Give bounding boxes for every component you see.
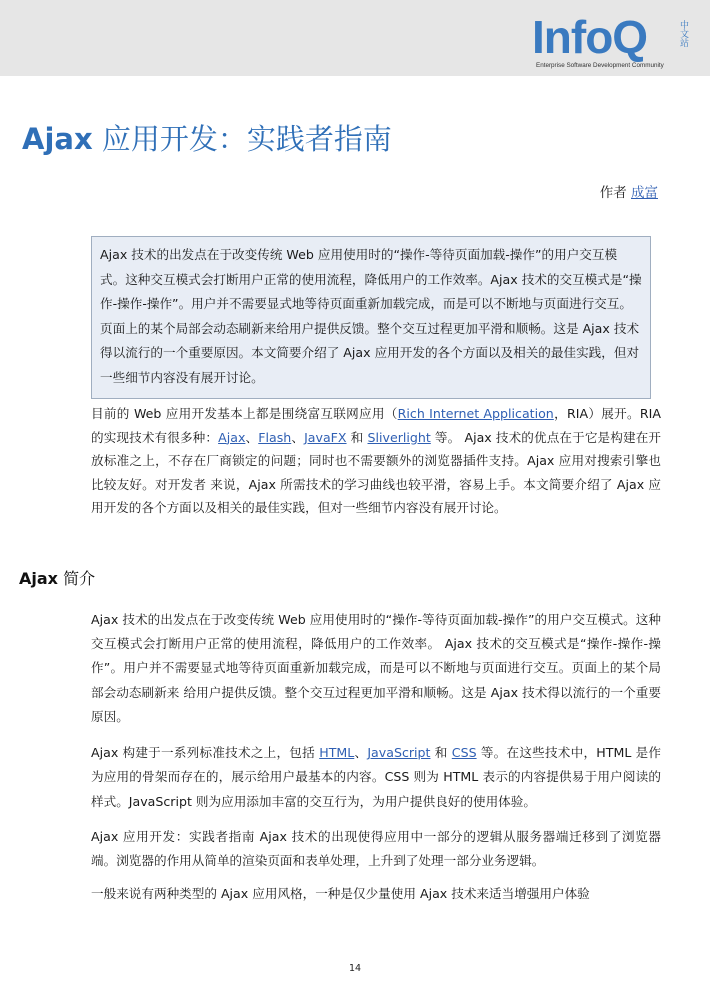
p3-sep: 、 [354, 745, 368, 760]
logo-wordmark: InfoQ [532, 11, 648, 63]
logo-superscript: 中文站 [679, 20, 689, 47]
ria-link[interactable]: Rich Internet Application [397, 406, 554, 421]
body-paragraph-1: Ajax 技术的出发点在于改变传统 Web 应用使用时的“操作-等待页面加载-操作”的用户交互模式。这种交互模式会打断用户正常的使用流程，降低用户的工作效率。 Ajax 技术的交互模式是“操作-操作-操作”。用户并不需要显式地等待页面重新加载完成，而是可以不断地与页面进行交互。页面上的某个局部会动态刷新来 给用户提供反馈。整个交互过程更加平滑和顺畅。这是 Ajax 技术得以流行的一个重要原因。 [91, 612, 661, 724]
html-link[interactable]: HTML [319, 745, 355, 760]
intro-and: 和 [346, 429, 368, 445]
section-heading-rest: 简介 [57, 569, 96, 588]
javafx-link[interactable]: JavaFX [304, 429, 347, 445]
silverlight-link[interactable]: Sliverlight [367, 429, 431, 445]
author-line [600, 181, 658, 201]
flash-link[interactable]: Flash [258, 429, 292, 445]
article-title [22, 117, 392, 158]
intro-text-1: 目前的 Web 应用开发基本上都是围绕富互联网应用（ [91, 406, 398, 421]
intro-text-3: 等。 Ajax 技术的优点在于它是构建在开放标准之上，不存在厂商锁定的问题；同时也不需要额外的浏览器插件支持。Ajax 应用对搜索引擎也比较友好。对开发者 来说，Ajax 所需技术的学习曲线也较平滑，容易上手。本文简要介绍了 Ajax 应用开发的各个方面以及相关的最佳实践，但对一些细节内容没有展开讨论。 [91, 429, 661, 516]
infoq-logo [532, 12, 702, 76]
intro-sep-1: 、 [245, 429, 259, 445]
section-heading [19, 566, 95, 589]
intro-paragraph [91, 402, 661, 520]
body-paragraph-4: 一般来说有两种类型的 Ajax 应用风格，一种是仅少量使用 Ajax 技术来适当增强用户体验 [91, 886, 590, 901]
logo-tagline: Enterprise Software Development Community [536, 62, 664, 69]
p3-text-b: 等。在这些技术中，HTML 是作为应用的骨架而存在的，展示给用户最基本的内容。CSS 则为 HTML 表示的内容提供易于用户阅读的样式。JavaScript 则为应用添加丰富的交互行为，为用户提供良好的使用体验。 [91, 745, 662, 809]
intro-sep-2: 、 [291, 429, 305, 445]
abstract-box: Ajax 技术的出发点在于改变传统 Web 应用使用时的“操作-等待页面加载-操作”的用户交互模式。这种交互模式会打断用户正常的使用流程，降低用户的工作效率。Ajax 技术的交互模式是“操作-操作-操作”。用户并不需要显式地等待页面重新加载完成，而是可以不断地与页面进行交互。页面上的某个局部会动态刷新来给用户提供反馈。整个交互过程更加平滑和顺畅。这是 Ajax 技术得以流行的一个重要原因。本文简要介绍了 Ajax 应用开发的各个方面以及相关的最佳实践，但对一些细节内容没有展开讨论。 [91, 236, 651, 399]
author-label: 作者 [599, 185, 631, 201]
article-title-rest: 应用开发：实践者指南 [92, 122, 392, 156]
body-paragraph-3: Ajax 应用开发：实践者指南 Ajax 技术的出现使得应用中一部分的逻辑从服务器端迁移到了浏览器端。浏览器的作用从简单的渲染页面和表单处理，上升到了处理一部分业务逻辑。 [91, 829, 661, 869]
ajax-link[interactable]: Ajax [218, 429, 246, 445]
page-header [0, 0, 710, 76]
section-heading-bold: Ajax [19, 569, 58, 588]
author-link[interactable]: 成富 [631, 185, 658, 201]
p3-text-a: Ajax 构建于一系列标准技术之上，包括 [91, 745, 320, 760]
article-title-bold: Ajax [22, 122, 93, 156]
p3-and: 和 [430, 745, 452, 760]
javascript-link[interactable]: JavaScript [367, 745, 431, 760]
css-link[interactable]: CSS [451, 745, 477, 760]
intro-text-2: ，RIA）展开。RIA 的实现技术有很多种： [91, 406, 661, 445]
page-number: 14 [348, 963, 362, 974]
body-paragraph-2 [91, 741, 661, 814]
